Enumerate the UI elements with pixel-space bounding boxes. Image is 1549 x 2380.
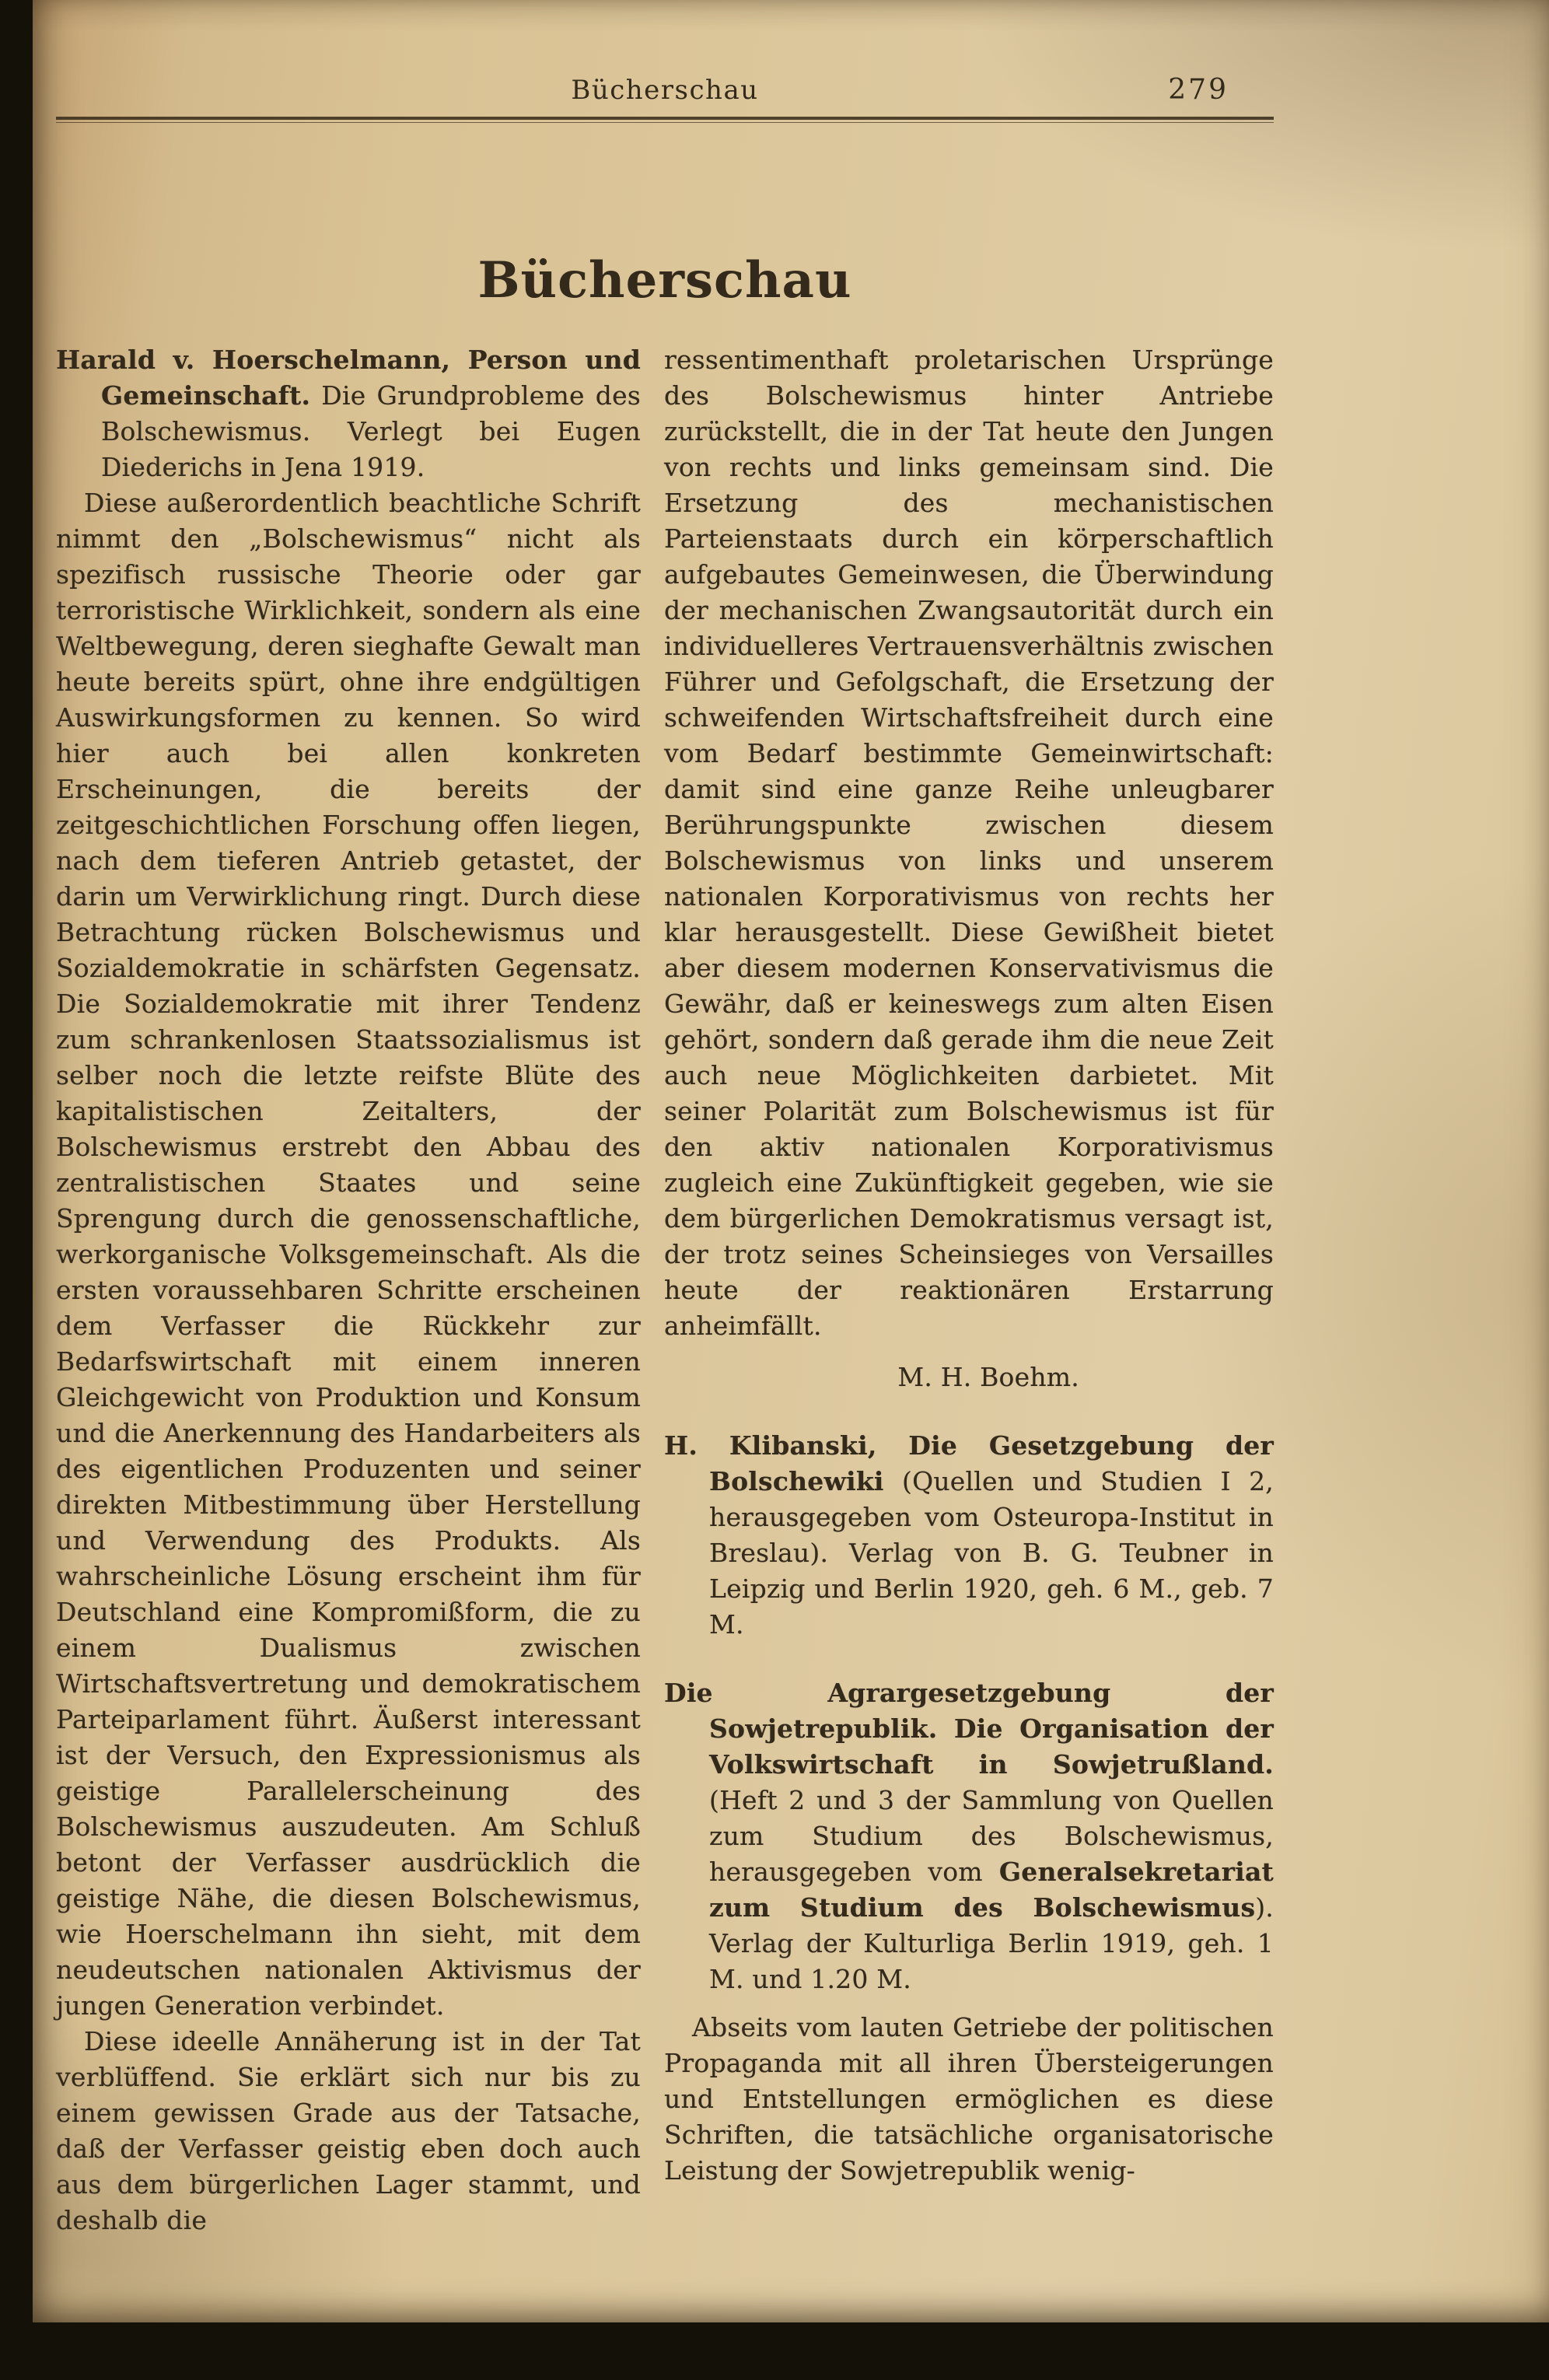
right-column — [664, 342, 1274, 2238]
left-column — [56, 342, 641, 2238]
closing-paragraph: Abseits vom lauten Getriebe der politischen Propaganda mit all ihren Übersteigerungen und Entstellungen ermöglichen es diese Schriften, die tatsächliche organisatorische Leistung der Sowjetrepublik wenig- — [664, 2012, 1274, 2186]
reviewer-signature: M. H. Boehm. — [897, 1362, 1079, 1392]
review-3-imprint-2: ). Verlag der Kulturliga Berlin 1919, geh. 1 M. und 1.20 M. — [709, 1892, 1274, 1994]
review-1-paragraph-1: Diese außerordentlich beachtliche Schrift nimmt den „Bolschewismus“ nicht als spezifisch russische Theorie oder gar terroristische Wirklichkeit, sondern als eine Weltbewegung, deren sieghafte Gewalt man heute bereits spürt, ohne ihre endgültigen Auswirkungsformen zu kennen. So wird hier auch bei allen konkreten Erscheinungen, die bereits der zeitgeschichtlichen Forschung offen liegen, nach dem tieferen Antrieb getastet, der darin um Verwirklichung ringt. Durch diese Betrachtung rücken Bolschewismus und Sozialdemokratie in schärfsten Gegensatz. Die Sozialdemokratie mit ihrer Tendenz zum schrankenlosen Staatssozialismus ist selber noch die letzte reifste Blüte des kapitalistischen Zeitalters, der Bolschewismus erstrebt den Abbau des zentralistischen Staates und seine Sprengung durch die genossenschaftliche, werkorganische Volksgemeinschaft. Als die ersten voraussehbaren Schritte erscheinen dem Verfasser die Rückkehr zur Bedarfswirtschaft mit einem inneren Gleichgewicht von Produktion und Konsum und die Anerkennung des Handarbeiters als des eigentlichen Produzenten und seiner direkten Mitbestimmung über Herstellung und Verwendung des Produkts. Als wahrscheinliche Lösung erscheint ihm für Deutschland eine Kompromißform, die zu einem Dualismus zwischen Wirtschaftsvertretung und demokratischem Parteiparlament führt. Äußerst interessant ist der Versuch, den Expressionismus als geistige Parallelerscheinung des Bolschewismus auszudeuten. Am Schluß betont der Verfasser ausdrücklich die geistige Nähe, die diesen Bolschewismus, wie Hoerschelmann ihn sieht, mit dem neudeutschen nationalen Aktivismus der jungen Generation verbindet. — [56, 488, 641, 2021]
review-1-author-title: Harald v. Hoerschelmann, Person und Gemeinschaft. — [56, 345, 641, 411]
text-columns — [56, 342, 1274, 2238]
paper-page — [33, 0, 1549, 2322]
page-header — [56, 75, 1274, 109]
review-1-continuation: ressentimenthaft proletarischen Ursprünge des Bolschewismus hinter Antriebe zurückstellt, die in der Tat heute den Jungen von rechts und links gemeinsam sind. Die Ersetzung des mechanistischen Parteienstaats durch ein körperschaftlich aufgebautes Gemeinwesen, die Überwindung der mechanischen Zwangsautorität durch ein individuelleres Vertrauensverhältnis zwischen Führer und Gefolgschaft, die Ersetzung der schweifenden Wirtschaftsfreiheit durch eine vom Bedarf bestimmte Gemeinwirtschaft: damit sind eine ganze Reihe unleugbarer Berührungspunkte zwischen diesem Bolschewismus von links und unserem nationalen Korporativismus von rechts her klar herausgestellt. Diese Gewißheit bietet aber diesem modernen Konservativismus die Gewähr, daß er keineswegs zum alten Eisen gehört, sondern daß gerade ihm die neue Zeit auch neue Möglichkeiten darbietet. Mit seiner Polarität zum Bolschewismus ist für den aktiv nationalen Korporativismus zugleich eine Zukünftigkeit gegeben, wie sie dem bürgerlichen Demokratismus versagt ist, der trotz seines Scheinsieges von Versailles heute der reaktionären Erstarrung anheimfällt. — [664, 345, 1274, 1341]
review-3-publisher-bold: Generalsekretariat zum Studium des Bolschewismus — [709, 1857, 1274, 1923]
review-3-title: Die Agrargesetzgebung der Sowjetrepublik. Die Organisation der Volkswirtschaft in Sowjetrußland. — [664, 1678, 1274, 1780]
page-number: 279 — [1168, 74, 1229, 106]
review-3-heading — [664, 1675, 1274, 1997]
page-content — [56, 75, 1274, 2238]
review-3-imprint-1: (Heft 2 und 3 der Sammlung von Quellen zum Studium des Bolschewismus, herausgegeben vom — [709, 1785, 1274, 1887]
review-1-imprint: Die Grundprobleme des Bolschewismus. Verlegt bei Eugen Diederichs in Jena 1919. — [101, 380, 641, 482]
review-1-paragraph-2: Diese ideelle Annäherung ist in der Tat verblüffend. Sie erklärt sich nur bis zu einem gewissen Grade aus der Tatsache, daß der Verfasser geistig eben doch auch aus dem bürgerlichen Lager stammt, und deshalb die — [56, 2026, 641, 2235]
review-2-imprint: (Quellen und Studien I 2, herausgegeben vom Osteuropa-Institut in Breslau). Verlag von B. G. Teubner in Leipzig und Berlin 1920, geh. 6 M., geb. 7 M. — [709, 1466, 1274, 1640]
review-2-author-title: H. Klibanski, Die Gesetzgebung der Bolschewiki — [664, 1430, 1274, 1496]
running-title: Bücherschau — [571, 75, 759, 106]
header-rule — [56, 117, 1274, 123]
section-title: Bücherschau — [477, 251, 852, 310]
review-2-heading — [664, 1428, 1274, 1643]
review-1-heading — [56, 342, 641, 485]
